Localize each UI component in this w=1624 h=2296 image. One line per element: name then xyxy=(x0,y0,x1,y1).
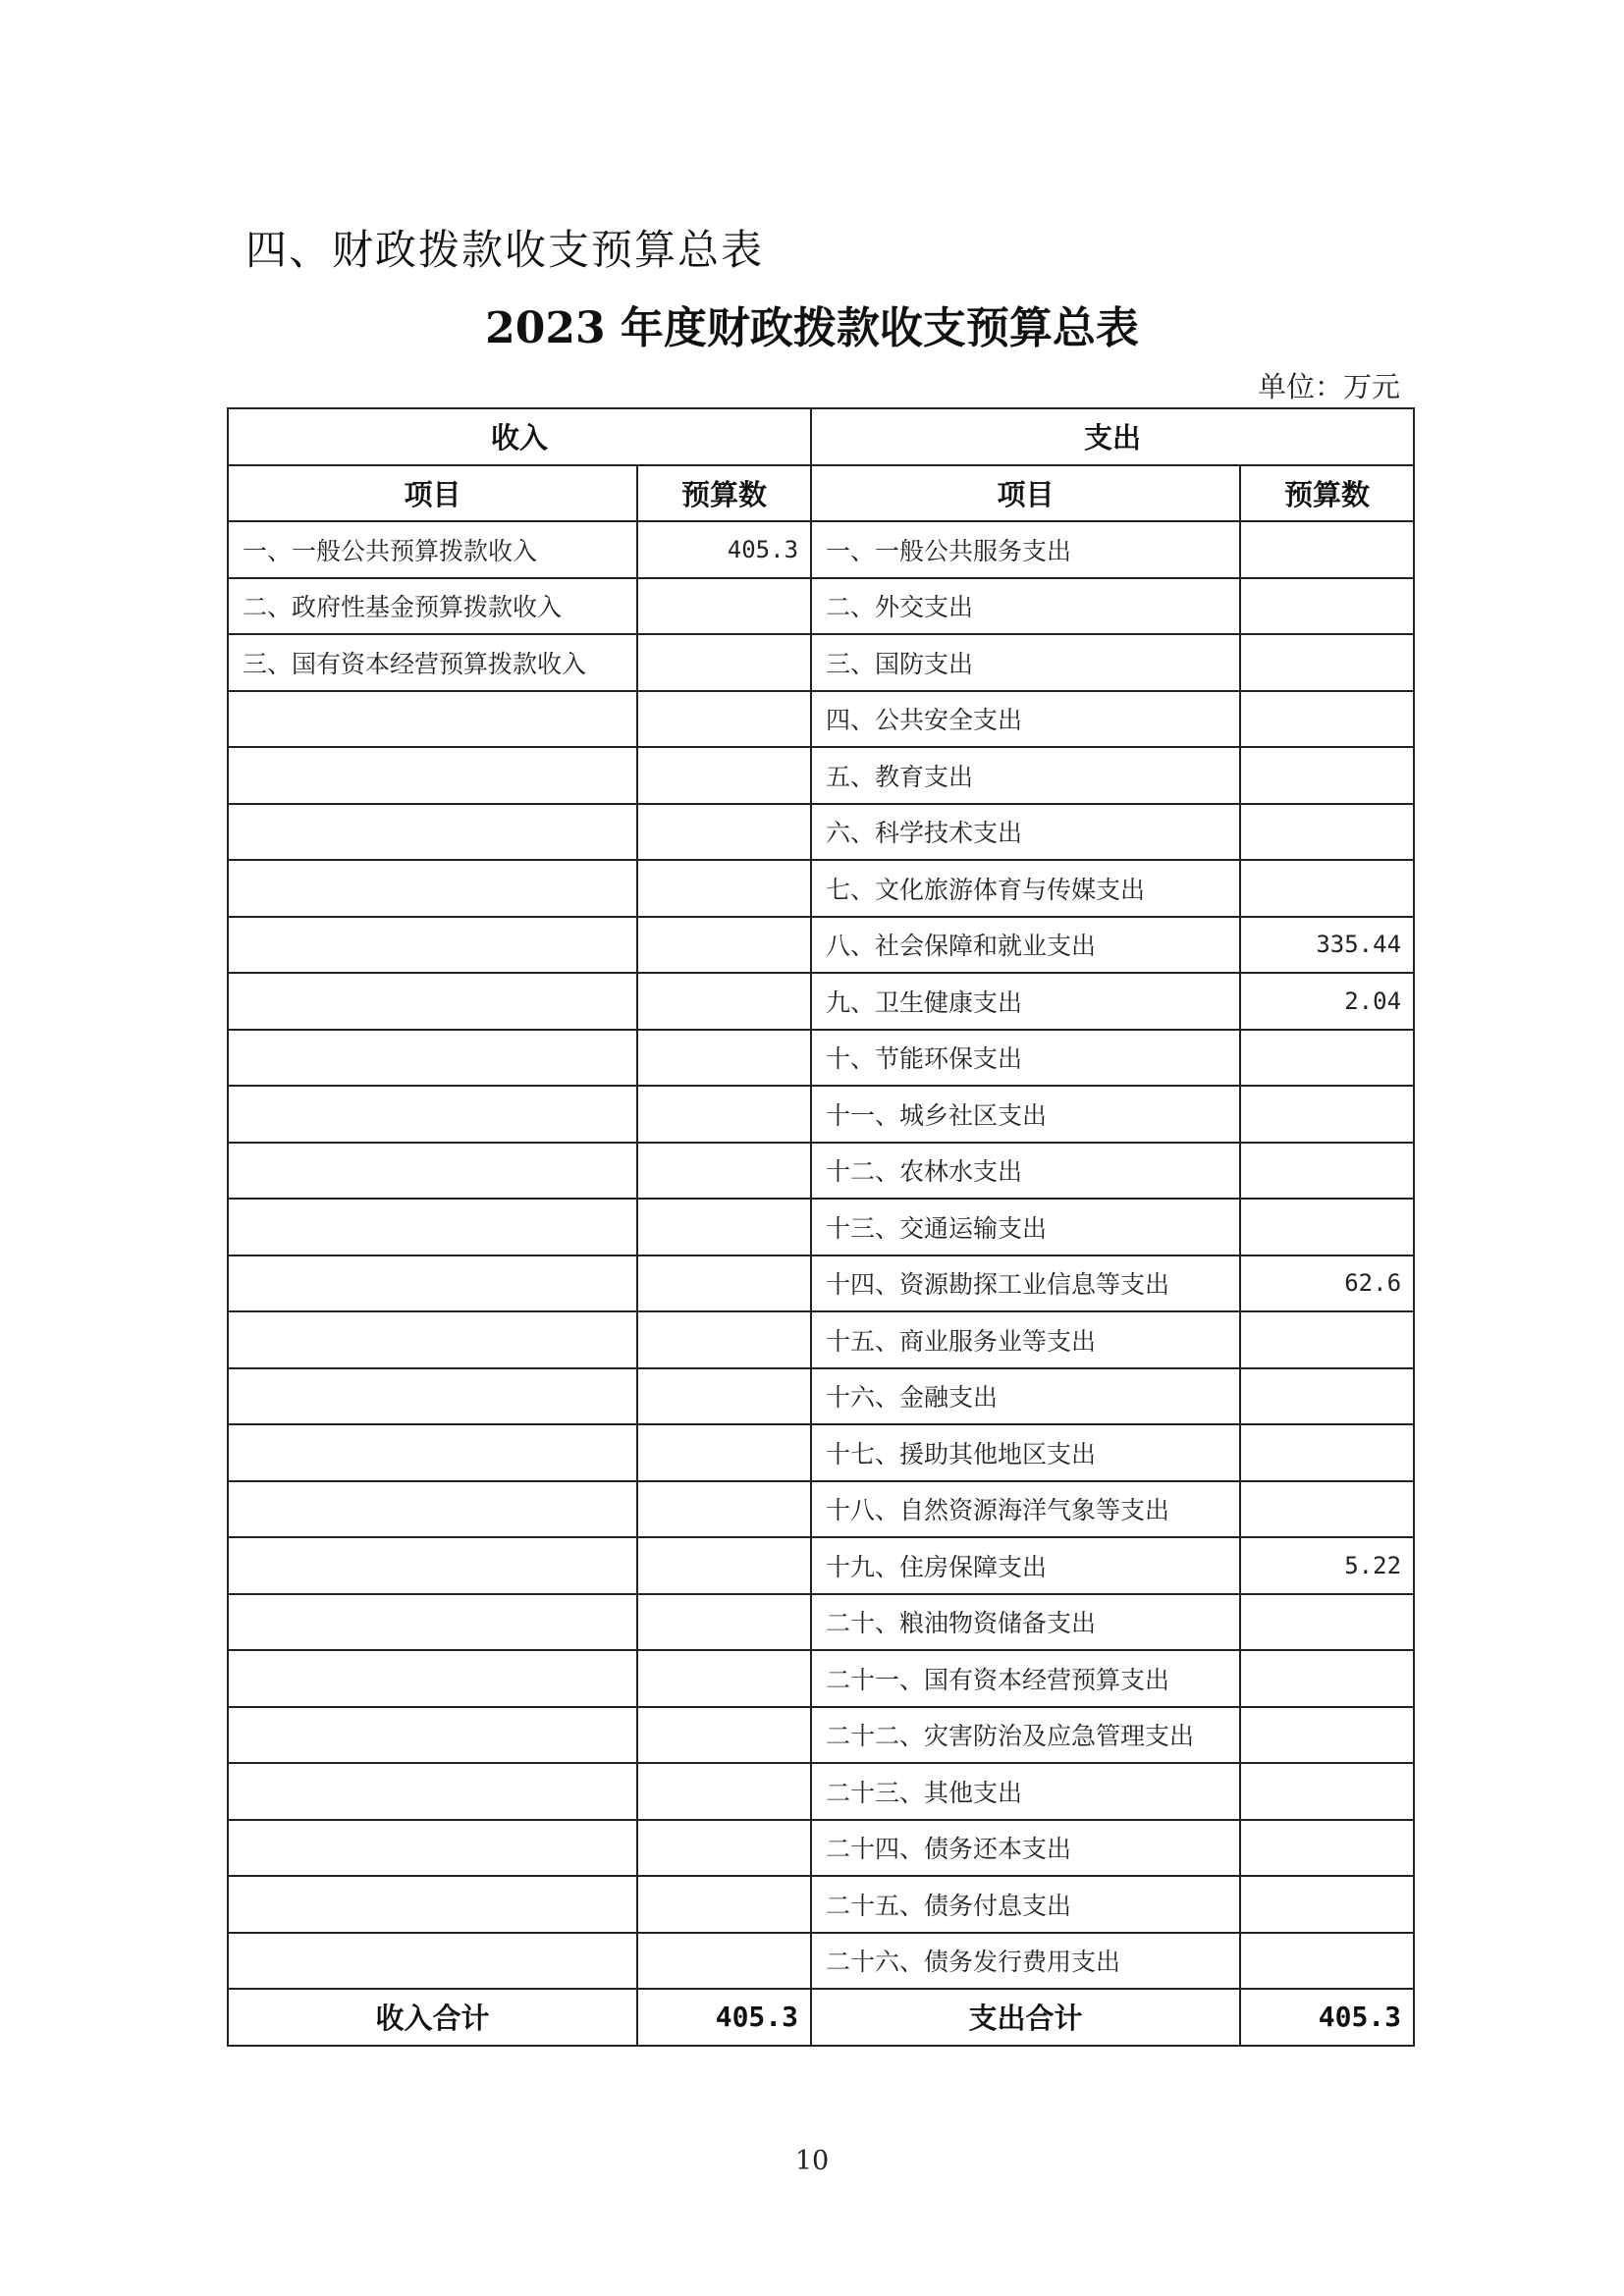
income-item-cell xyxy=(228,1763,637,1820)
income-item-cell xyxy=(228,1424,637,1481)
income-item-cell xyxy=(228,1255,637,1312)
expense-amount-cell xyxy=(1240,1030,1414,1087)
table-row xyxy=(228,1594,1414,1651)
income-amount-cell xyxy=(637,1030,811,1087)
expense-amount-cell xyxy=(1240,1199,1414,1255)
income-amount-cell xyxy=(637,1820,811,1877)
income-item-cell xyxy=(228,1199,637,1255)
column-header-row xyxy=(228,465,1414,522)
page-number: 10 xyxy=(794,2146,830,2176)
expense-amount-cell xyxy=(1240,1876,1414,1933)
expense-item-cell: 二十五、债务付息支出 xyxy=(811,1876,1240,1933)
table-row xyxy=(228,1424,1414,1481)
expense-amount-cell xyxy=(1240,860,1414,917)
expense-amount-cell xyxy=(1240,747,1414,804)
expense-amount-cell xyxy=(1240,1424,1414,1481)
income-amount-cell xyxy=(637,1424,811,1481)
income-amount-cell xyxy=(637,1763,811,1820)
expense-item-cell: 八、社会保障和就业支出 xyxy=(811,917,1240,974)
expense-amount-cell xyxy=(1240,1707,1414,1764)
expense-amount-cell xyxy=(1240,1143,1414,1200)
expense-amount-cell xyxy=(1240,1311,1414,1368)
expense-item-cell: 十三、交通运输支出 xyxy=(811,1199,1240,1255)
expense-item-cell: 十五、商业服务业等支出 xyxy=(811,1311,1240,1368)
section-heading: 四、财政拨款收支预算总表 xyxy=(245,226,765,274)
expense-group-header: 支出 xyxy=(811,408,1414,465)
table-row xyxy=(228,1820,1414,1877)
income-item-cell: 二、政府性基金预算拨款收入 xyxy=(228,578,637,635)
totals-row xyxy=(228,1989,1414,2046)
table-row xyxy=(228,1763,1414,1820)
expense-amount-cell xyxy=(1240,1763,1414,1820)
table-row xyxy=(228,1143,1414,1200)
income-amount-header: 预算数 xyxy=(637,465,811,522)
expense-item-cell: 十六、金融支出 xyxy=(811,1368,1240,1425)
income-item-cell xyxy=(228,1537,637,1594)
expense-amount-cell xyxy=(1240,1368,1414,1425)
income-item-cell xyxy=(228,1311,637,1368)
income-item-cell xyxy=(228,1030,637,1087)
expense-item-cell: 七、文化旅游体育与传媒支出 xyxy=(811,860,1240,917)
income-item-cell xyxy=(228,804,637,861)
table-row xyxy=(228,634,1414,691)
expense-item-cell: 十一、城乡社区支出 xyxy=(811,1086,1240,1143)
income-amount-cell xyxy=(637,691,811,748)
expense-item-cell: 二十四、债务还本支出 xyxy=(811,1820,1240,1877)
table-row xyxy=(228,1537,1414,1594)
expense-item-cell: 十七、援助其他地区支出 xyxy=(811,1424,1240,1481)
income-item-cell xyxy=(228,973,637,1030)
table-row xyxy=(228,1481,1414,1538)
income-group-header: 收入 xyxy=(228,408,811,465)
expense-amount-cell xyxy=(1240,804,1414,861)
table-row xyxy=(228,1650,1414,1707)
table-row xyxy=(228,1030,1414,1087)
income-amount-cell xyxy=(637,1933,811,1990)
table-row xyxy=(228,973,1414,1030)
income-amount-cell xyxy=(637,1650,811,1707)
table-row xyxy=(228,917,1414,974)
income-amount-cell xyxy=(637,1086,811,1143)
expense-item-cell: 十九、住房保障支出 xyxy=(811,1537,1240,1594)
expense-item-cell: 十八、自然资源海洋气象等支出 xyxy=(811,1481,1240,1538)
expense-item-cell: 一、一般公共服务支出 xyxy=(811,521,1240,578)
expense-amount-cell: 62.6 xyxy=(1240,1255,1414,1312)
income-item-cell xyxy=(228,917,637,974)
expense-item-cell: 四、公共安全支出 xyxy=(811,691,1240,748)
expense-amount-cell xyxy=(1240,1933,1414,1990)
table-row xyxy=(228,1707,1414,1764)
expense-amount-cell xyxy=(1240,521,1414,578)
income-item-cell xyxy=(228,747,637,804)
expense-item-cell: 十、节能环保支出 xyxy=(811,1030,1240,1087)
expense-item-cell: 二十、粮油物资储备支出 xyxy=(811,1594,1240,1651)
expense-amount-cell xyxy=(1240,1594,1414,1651)
budget-table xyxy=(227,407,1415,2047)
income-item-header: 项目 xyxy=(228,465,637,522)
expense-amount-cell: 2.04 xyxy=(1240,973,1414,1030)
income-amount-cell xyxy=(637,973,811,1030)
table-row xyxy=(228,1199,1414,1255)
budget-rows xyxy=(228,521,1414,1989)
table-row xyxy=(228,860,1414,917)
expense-item-header: 项目 xyxy=(811,465,1240,522)
table-row xyxy=(228,1311,1414,1368)
table-row xyxy=(228,1876,1414,1933)
income-amount-cell xyxy=(637,860,811,917)
income-item-cell: 三、国有资本经营预算拨款收入 xyxy=(228,634,637,691)
income-item-cell xyxy=(228,1481,637,1538)
income-amount-cell xyxy=(637,1255,811,1312)
table-row xyxy=(228,578,1414,635)
expense-item-cell: 三、国防支出 xyxy=(811,634,1240,691)
expense-item-cell: 二、外交支出 xyxy=(811,578,1240,635)
income-amount-cell xyxy=(637,634,811,691)
income-item-cell xyxy=(228,1876,637,1933)
income-amount-cell xyxy=(637,1876,811,1933)
expense-item-cell: 九、卫生健康支出 xyxy=(811,973,1240,1030)
expense-item-cell: 二十二、灾害防治及应急管理支出 xyxy=(811,1707,1240,1764)
income-item-cell: 一、一般公共预算拨款收入 xyxy=(228,521,637,578)
expense-amount-cell xyxy=(1240,691,1414,748)
income-item-cell xyxy=(228,1594,637,1651)
income-item-cell xyxy=(228,1143,637,1200)
unit-label: 单位：万元 xyxy=(1257,370,1400,403)
table-row xyxy=(228,1255,1414,1312)
table-title: 2023 年度财政拨款收支预算总表 xyxy=(485,303,1139,353)
income-amount-cell xyxy=(637,578,811,635)
income-item-cell xyxy=(228,1933,637,1990)
income-item-cell xyxy=(228,1707,637,1764)
income-amount-cell xyxy=(637,917,811,974)
expense-amount-header: 预算数 xyxy=(1240,465,1414,522)
income-item-cell xyxy=(228,1650,637,1707)
income-amount-cell xyxy=(637,1594,811,1651)
expense-total-label: 支出合计 xyxy=(811,1989,1240,2046)
income-item-cell xyxy=(228,691,637,748)
income-amount-cell: 405.3 xyxy=(637,521,811,578)
income-amount-cell xyxy=(637,747,811,804)
expense-item-cell: 二十三、其他支出 xyxy=(811,1763,1240,1820)
income-item-cell xyxy=(228,860,637,917)
table-row xyxy=(228,521,1414,578)
income-item-cell xyxy=(228,1368,637,1425)
income-amount-cell xyxy=(637,1481,811,1538)
income-amount-cell xyxy=(637,1143,811,1200)
expense-amount-cell: 335.44 xyxy=(1240,917,1414,974)
expense-item-cell: 六、科学技术支出 xyxy=(811,804,1240,861)
expense-item-cell: 二十一、国有资本经营预算支出 xyxy=(811,1650,1240,1707)
table-row xyxy=(228,804,1414,861)
expense-amount-cell xyxy=(1240,1086,1414,1143)
expense-amount-cell xyxy=(1240,578,1414,635)
income-item-cell xyxy=(228,1086,637,1143)
table-row xyxy=(228,747,1414,804)
expense-total-amount: 405.3 xyxy=(1240,1989,1414,2046)
expense-item-cell: 五、教育支出 xyxy=(811,747,1240,804)
expense-amount-cell xyxy=(1240,1650,1414,1707)
expense-amount-cell: 5.22 xyxy=(1240,1537,1414,1594)
table-row xyxy=(228,1368,1414,1425)
expense-amount-cell xyxy=(1240,1820,1414,1877)
income-amount-cell xyxy=(637,804,811,861)
expense-amount-cell xyxy=(1240,1481,1414,1538)
group-header-row xyxy=(228,408,1414,465)
income-amount-cell xyxy=(637,1537,811,1594)
income-amount-cell xyxy=(637,1368,811,1425)
income-amount-cell xyxy=(637,1199,811,1255)
income-item-cell xyxy=(228,1820,637,1877)
table-row xyxy=(228,691,1414,748)
table-row xyxy=(228,1086,1414,1143)
table-row xyxy=(228,1933,1414,1990)
expense-item-cell: 二十六、债务发行费用支出 xyxy=(811,1933,1240,1990)
expense-item-cell: 十四、资源勘探工业信息等支出 xyxy=(811,1255,1240,1312)
income-total-label: 收入合计 xyxy=(228,1989,637,2046)
expense-amount-cell xyxy=(1240,634,1414,691)
income-total-amount: 405.3 xyxy=(637,1989,811,2046)
expense-item-cell: 十二、农林水支出 xyxy=(811,1143,1240,1200)
income-amount-cell xyxy=(637,1707,811,1764)
income-amount-cell xyxy=(637,1311,811,1368)
